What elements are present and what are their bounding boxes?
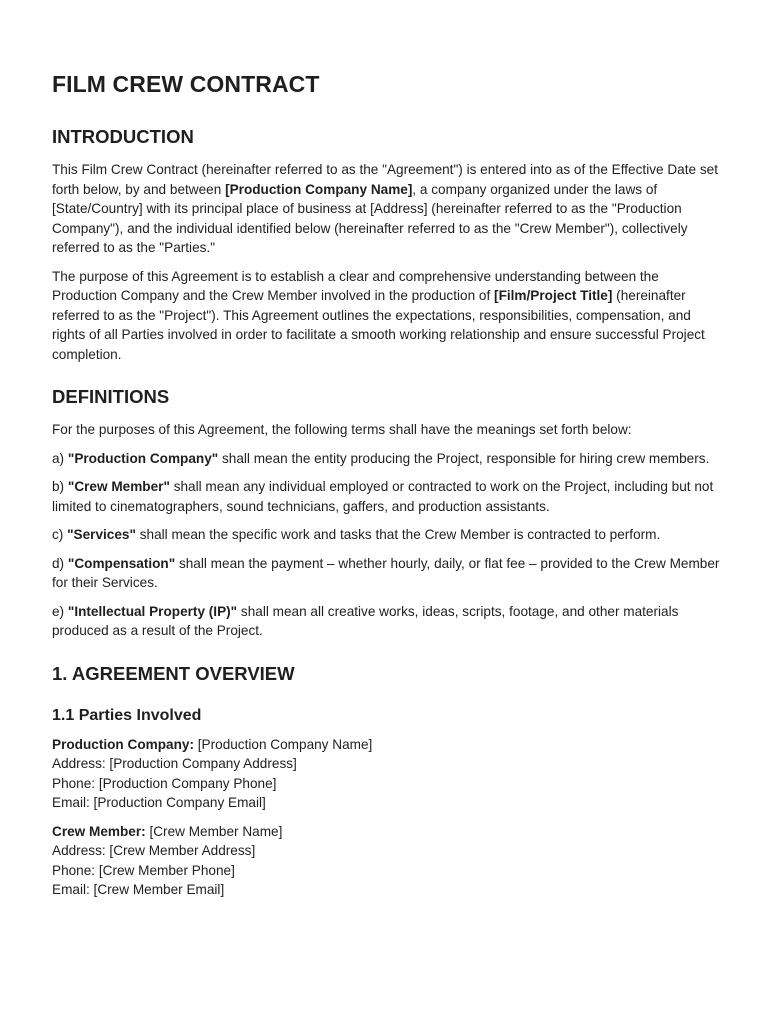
definition-item-e: e) "Intellectual Property (IP)" shall mean all creative works, ideas, scripts, footage, and other materials produced as a result of the Project. [52,603,679,638]
definitions-heading: DEFINITIONS [52,386,170,407]
definition-item-d: d) "Compensation" shall mean the payment – whether hourly, daily, or flat fee – provided to the Crew Member for their Services. [52,555,720,590]
crew-member-phone: Phone: [Crew Member Phone] [52,862,235,878]
definition-item-b: b) "Crew Member" shall mean any individual employed or contracted to work on the Project, including but not limited to cinematographers, sound technicians, gaffers, and production assistants. [52,479,714,514]
production-company-address: Address: [Production Company Address] [52,756,297,771]
production-company-email: Email: [Production Company Email] [52,795,266,810]
document-page [52,68,724,909]
introduction-heading: INTRODUCTION [52,126,194,147]
crew-member-email: Email: [Crew Member Email] [52,882,225,897]
crew-member-address: Address: [Crew Member Address] [52,843,256,858]
definition-item-c: c) "Services" shall mean the specific work and tasks that the Crew Member is contracted to perform. [52,527,661,542]
agreement-overview-heading: 1. AGREEMENT OVERVIEW [52,662,295,684]
introduction-paragraph-1: This Film Crew Contract (hereinafter referred to as the "Agreement") is entered into as of the Effective Date set forth below, by and between [Production Company Name], a company organized under the laws of [State/Country] with its principal place of business at [Address] (hereinafter referred to as the "Production Company"), and the individual identified below (hereinafter referred to as the "Crew Member"), collectively referred to as the "Parties." [52,162,718,255]
crew-member-name: Crew Member: [Crew Member Name] [52,823,283,839]
definitions-intro: For the purposes of this Agreement, the following terms shall have the meanings set forth below: [52,422,632,437]
introduction-paragraph-2: The purpose of this Agreement is to establish a clear and comprehensive understanding between the Production Company and the Crew Member involved in the production of [Film/Project Title] (hereinafter referred to as the "Project"). This Agreement outlines the expectations, responsibilities, compensation, and rights of all Parties involved in order to facilitate a smooth working relationship and ensure successful Project completion. [52,268,705,362]
production-company-phone: Phone: [Production Company Phone] [52,775,277,791]
parties-involved-heading: 1.1 Parties Involved [52,706,202,724]
production-company-name: Production Company: [Production Company Name] [52,736,373,752]
crew-member-block [52,822,724,900]
definition-item-a: a) "Production Company" shall mean the entity producing the Project, responsible for hiring crew members. [52,450,710,466]
document-title: FILM CREW CONTRACT [52,71,320,97]
production-company-block [52,735,724,813]
